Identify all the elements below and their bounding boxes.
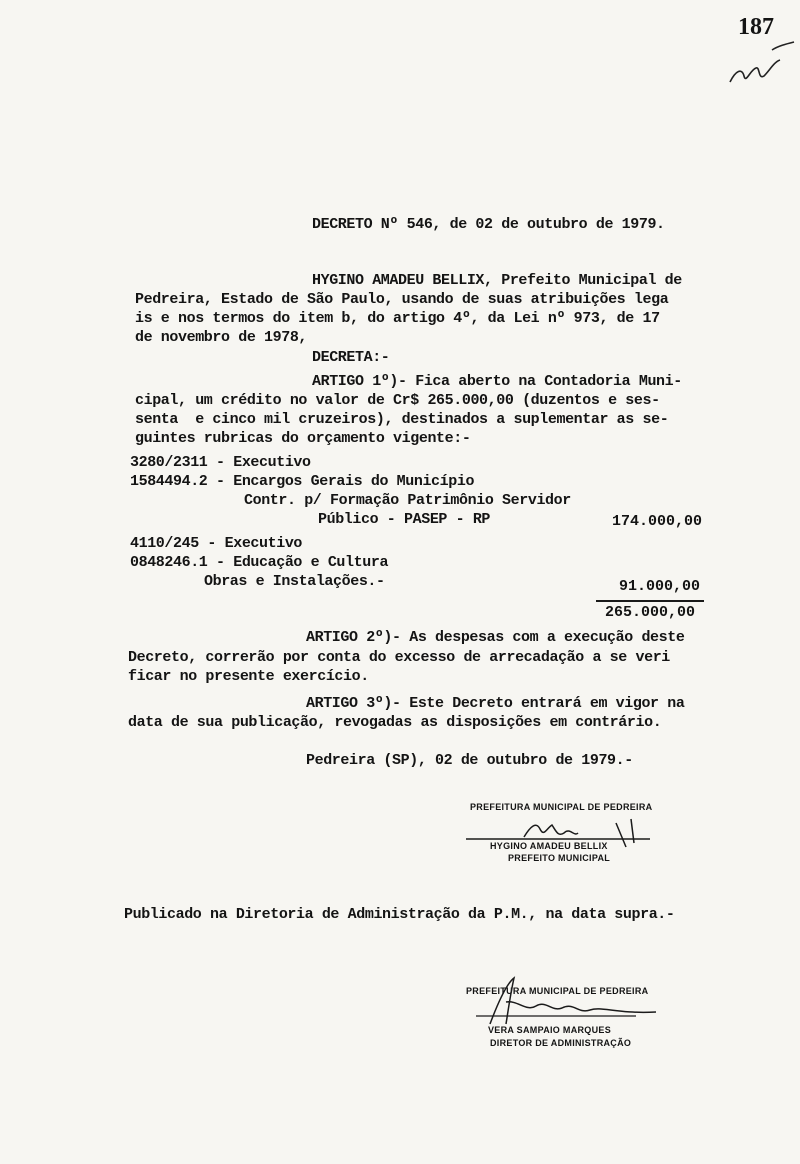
art1-line-4: guintes rubricas do orçamento vigente:-	[135, 430, 471, 447]
art3-line-2: data de sua publicação, revogadas as disposições em contrário.	[128, 714, 662, 731]
budget-line-3: Contr. p/ Formação Patrimônio Servidor	[244, 492, 571, 509]
director-signature	[466, 972, 666, 1032]
art2-line-1: ARTIGO 2º)- As despesas com a execução deste	[306, 629, 685, 646]
preamble-line-3: is e nos termos do item b, do artigo 4º, da Lei nº 973, de 17	[135, 310, 660, 327]
budget-total: 265.000,00	[604, 604, 695, 621]
sum-rule	[596, 600, 704, 602]
art1-line-2: cipal, um crédito no valor de Cr$ 265.000,00 (duzentos e ses-	[135, 392, 660, 409]
preamble-line-4: de novembro de 1978,	[135, 329, 308, 346]
budget-value-2: 91.000,00	[618, 578, 700, 595]
budget-line-6: 0848246.1 - Educação e Cultura	[130, 554, 389, 571]
art2-line-3: ficar no presente exercício.	[128, 668, 369, 685]
budget-line-1: 3280/2311 - Executivo	[130, 454, 311, 471]
stamp-org: PREFEITURA MUNICIPAL DE PEDREIRA	[466, 986, 649, 996]
art1-line-3: senta e cinco mil cruzeiros), destinados a suplementar as se-	[135, 411, 669, 428]
stamp-role: DIRETOR DE ADMINISTRAÇÃO	[490, 1038, 632, 1048]
stamp-name: HYGINO AMADEU BELLIX	[490, 841, 608, 851]
stamp-org: PREFEITURA MUNICIPAL DE PEDREIRA	[470, 802, 653, 812]
art2-line-2: Decreto, correrão por conta do excesso de arrecadação a se veri	[128, 649, 670, 666]
preamble-line-1: HYGINO AMADEU BELLIX, Prefeito Municipal de	[312, 272, 682, 289]
decreta-heading: DECRETA:-	[312, 349, 390, 366]
preamble-line-2: Pedreira, Estado de São Paulo, usando de suas atribuições lega	[135, 291, 669, 308]
budget-line-7: Obras e Instalações.-	[204, 573, 385, 590]
stamp-role: PREFEITO MUNICIPAL	[508, 853, 611, 863]
budget-value-1: 174.000,00	[611, 513, 702, 530]
initials-signature	[728, 40, 798, 90]
art3-line-1: ARTIGO 3º)- Este Decreto entrará em vigor na	[306, 695, 685, 712]
budget-line-2: 1584494.2 - Encargos Gerais do Município	[130, 473, 475, 490]
budget-line-5: 4110/245 - Executivo	[130, 535, 303, 552]
stamp-name: VERA SAMPAIO MARQUES	[488, 1025, 612, 1035]
decree-title: DECRETO Nº 546, de 02 de outubro de 1979.	[312, 216, 665, 233]
art1-line-1: ARTIGO 1º)- Fica aberto na Contadoria Muni-	[312, 373, 682, 390]
date-line: Pedreira (SP), 02 de outubro de 1979.-	[306, 752, 633, 769]
page-number: 187	[738, 14, 774, 40]
budget-line-4: Público - PASEP - RP	[318, 511, 491, 528]
publication-note: Publicado na Diretoria de Administração da P.M., na data supra.-	[124, 906, 675, 923]
